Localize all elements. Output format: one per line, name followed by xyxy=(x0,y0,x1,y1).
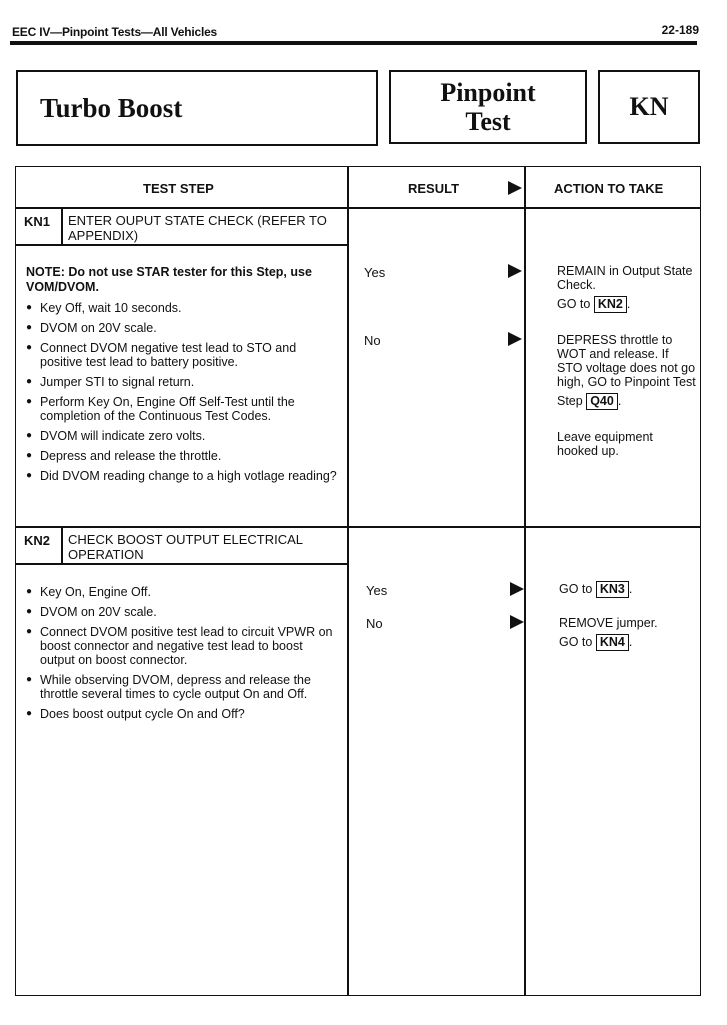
action-extra: Leave equipment hooked up. xyxy=(557,430,653,458)
step-bullets-kn2 xyxy=(26,585,338,727)
arrow-icon xyxy=(508,332,522,346)
step-code-kn1: KN1 xyxy=(24,214,51,229)
list-item: ● Key Off, wait 10 seconds. xyxy=(26,301,338,315)
header-row-divider xyxy=(16,207,700,209)
action-text: REMAIN in Output State Check. xyxy=(557,264,693,292)
step-note: NOTE: Do not use STAR tester for this Step, use VOM/DVOM. xyxy=(26,265,312,294)
arrow-icon xyxy=(508,264,522,278)
goto-line: GO to KN4 . xyxy=(559,635,633,649)
step-title-kn1: ENTER OUPUT STATE CHECK (REFER TO APPENDIX) xyxy=(68,213,327,243)
list-item: ● DVOM on 20V scale. xyxy=(26,321,338,335)
step-title-underline xyxy=(16,244,347,246)
step-title-underline xyxy=(16,563,347,565)
list-item: ● Depress and release the throttle. xyxy=(26,449,338,463)
col-header-result: RESULT xyxy=(408,181,460,196)
goto-line: Step Q40 . xyxy=(557,394,622,408)
goto-prefix: GO to xyxy=(559,582,593,596)
goto-prefix: GO to xyxy=(557,297,591,311)
step-divider xyxy=(16,526,700,528)
action-kn1-no xyxy=(557,333,697,458)
action-text: REMOVE jumper. xyxy=(559,616,658,630)
arrow-icon xyxy=(510,582,524,596)
step-code-kn2: KN2 xyxy=(24,533,51,548)
header-rule xyxy=(10,41,697,45)
list-item: ● Connect DVOM positive test lead to circuit VPWR on boost connector and negative test lead to boost output on boost connector. xyxy=(26,625,338,667)
goto-prefix: Step xyxy=(557,394,583,408)
step-bullets-kn1 xyxy=(26,301,338,489)
col-header-action: ACTION TO TAKE xyxy=(554,181,664,196)
page-number: 22-189 xyxy=(661,23,699,37)
test-table xyxy=(15,166,701,996)
step-title-kn2: CHECK BOOST OUTPUT ELECTRICAL OPERATION xyxy=(68,532,303,562)
list-item: ● DVOM on 20V scale. xyxy=(26,605,338,619)
arrow-icon xyxy=(510,615,524,629)
goto-ref-q40[interactable]: Q40 xyxy=(586,393,618,410)
list-item: ● Did DVOM reading change to a high votlage reading? xyxy=(26,469,338,483)
action-kn1-yes xyxy=(557,264,697,313)
col-divider-2 xyxy=(524,167,526,995)
list-item: ● DVOM will indicate zero volts. xyxy=(26,429,338,443)
list-item: ● Key On, Engine Off. xyxy=(26,585,338,599)
arrow-icon xyxy=(508,181,522,195)
result-yes: Yes xyxy=(364,265,386,280)
list-item: ● Perform Key On, Engine Off Self-Test until the completion of the Continuous Test Codes. xyxy=(26,395,338,423)
col-divider-1 xyxy=(347,167,349,995)
action-text: DEPRESS throttle to WOT and release. If STO voltage does not go high, GO to Pinpoint Test xyxy=(557,333,696,389)
goto-line: GO to KN2 . xyxy=(557,297,631,311)
goto-prefix: GO to xyxy=(559,635,593,649)
step-code-divider xyxy=(61,526,63,564)
list-item: ● Does boost output cycle On and Off? xyxy=(26,707,338,721)
action-kn2-yes: GO to KN3 . xyxy=(559,582,633,596)
result-yes: Yes xyxy=(366,583,388,598)
list-item: ● Connect DVOM negative test lead to STO and positive test lead to battery positive. xyxy=(26,341,338,369)
pinpoint-line1: Pinpoint xyxy=(440,78,536,107)
page-title: Turbo Boost xyxy=(16,70,378,146)
result-no: No xyxy=(366,616,383,631)
pinpoint-test-box xyxy=(389,70,587,144)
running-header: EEC IV—Pinpoint Tests—All Vehicles xyxy=(12,25,218,39)
col-header-test-step: TEST STEP xyxy=(143,181,214,196)
step-code-divider xyxy=(61,207,63,245)
list-item: ● Jumper STI to signal return. xyxy=(26,375,338,389)
goto-ref-kn3[interactable]: KN3 xyxy=(596,581,629,598)
action-kn2-no xyxy=(559,616,699,651)
pinpoint-line2: Test xyxy=(465,107,511,136)
test-code-box: KN xyxy=(598,70,700,144)
goto-ref-kn2[interactable]: KN2 xyxy=(594,296,627,313)
result-no: No xyxy=(364,333,381,348)
list-item: ● While observing DVOM, depress and release the throttle several times to cycle output On and Off. xyxy=(26,673,338,701)
goto-ref-kn4[interactable]: KN4 xyxy=(596,634,629,651)
